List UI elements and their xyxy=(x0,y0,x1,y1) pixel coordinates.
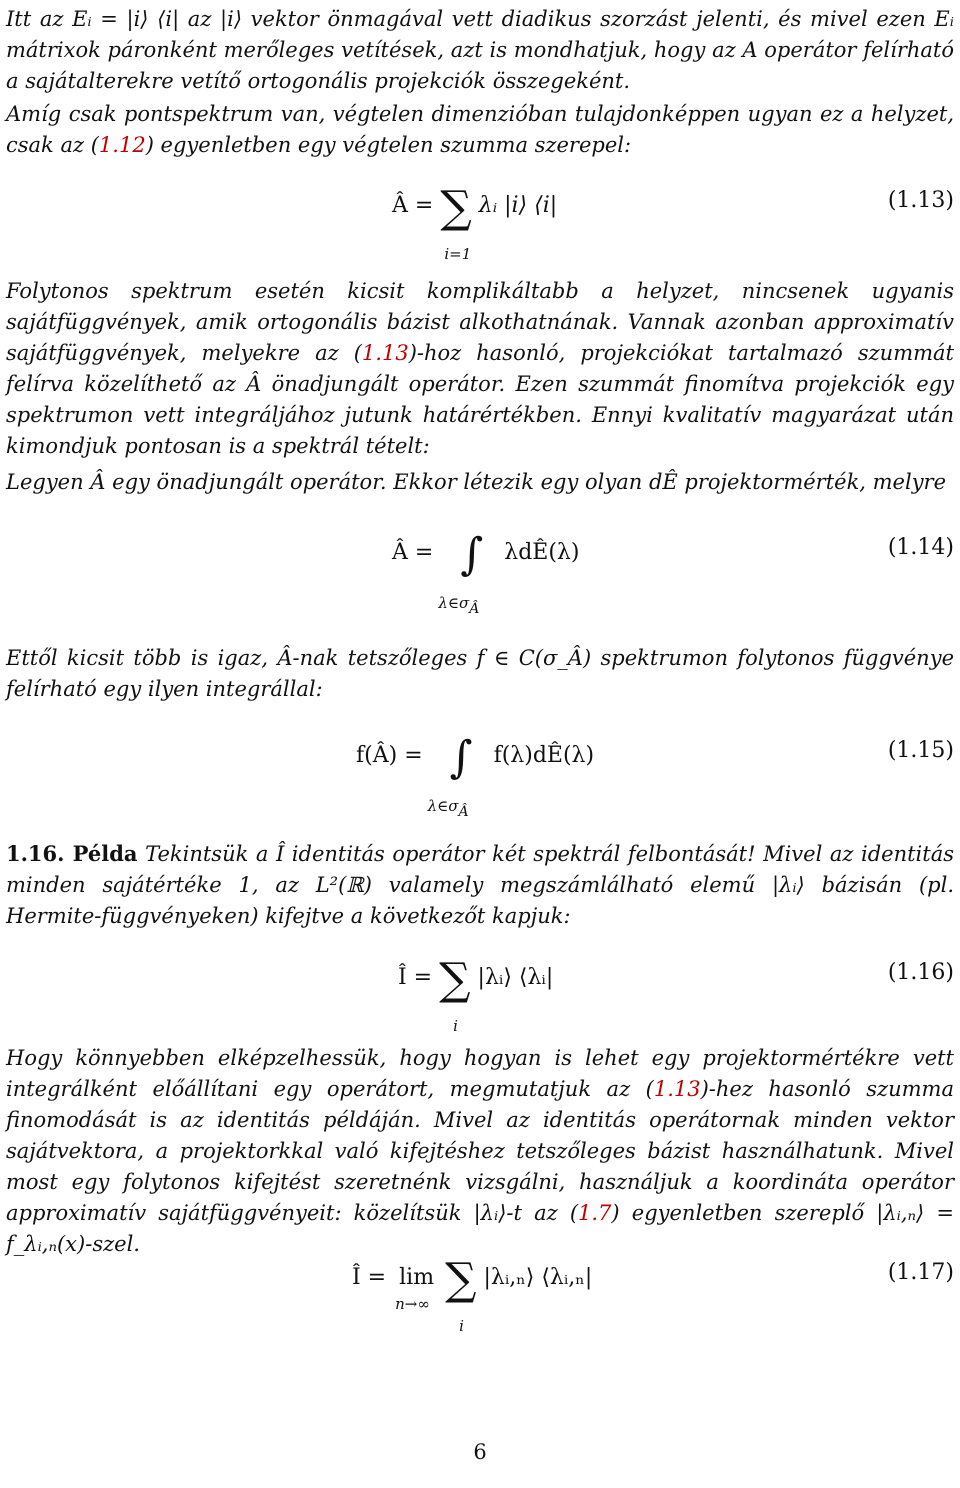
equation-1-16 xyxy=(0,954,960,1035)
example-label: 1.16. Példa xyxy=(6,841,138,866)
paragraph-function-calculus: Ettől kicsit több is igaz, Â-nak tetszőleges f ∈ C(σ_Â) spektrumon folytonos függvénye felírható egy ilyen integrállal: xyxy=(6,646,954,701)
limit-subscript: n→∞ xyxy=(395,1295,430,1313)
equation-reference-link[interactable]: 1.13 xyxy=(653,1077,701,1101)
sum-lower-limit: i=1 xyxy=(444,245,472,263)
equation-1-13 xyxy=(0,182,960,263)
equation-rhs: λdÊ(λ) xyxy=(504,540,580,565)
equation-1-17 xyxy=(0,1254,960,1335)
equation-lhs: Î = xyxy=(352,1265,387,1290)
integral-operator: ∫ λ∈σÂ xyxy=(450,736,473,780)
equation-rhs: f(λ)dÊ(λ) xyxy=(493,743,595,768)
equation-lhs: f(Â) = xyxy=(356,743,423,768)
paragraph-example-1-16: 1.16. Példa Tekintsük a Î identitás operátor két spektrál felbontását! Mivel az identitás minden sajátértéke 1, az L²(ℝ) valamely megszámlálható elemű |λᵢ⟩ bázisán (pl. Hermite-függvényeken) kifejtve a következőt kapjuk: xyxy=(6,841,955,928)
equation-reference-link[interactable]: 1.13 xyxy=(361,341,409,365)
equation-rhs: |λᵢ⟩ ⟨λᵢ| xyxy=(477,965,554,990)
paragraph-spectral-theorem: Legyen Â egy önadjungált operátor. Ekkor létezik egy olyan dÊ projektormérték, melyre xyxy=(6,470,947,494)
equation-lhs: Â = xyxy=(392,540,434,565)
equation-rhs: |λᵢ,ₙ⟩ ⟨λᵢ,ₙ| xyxy=(483,1265,593,1290)
sum-lower-limit: i xyxy=(459,1317,464,1335)
paragraph-projector-measure: Hogy könnyebben elképzelhessük, hogy hogyan is lehet egy projektormértékre vett integrálként előállítani egy operátort, megmutatjuk az (1.13)-hez hasonló szumma finomodását is az identitás példáján. Mivel az identitás operátornak minden vektor sajátvektora, a projektorkkal való kifejtéshez tetszőleges bázist használhatunk. Mivel most egy folytonos kifejtést szeretnénk vizsgálni, használjuk a koordináta operátor approximatív sajátfüggvényeit: közelítsük |λᵢ⟩-t az (1.7) egyenletben szereplő |λᵢ,ₙ⟩ = f_λᵢ,ₙ(x)-szel. xyxy=(6,1046,954,1256)
paragraph-continuous-spectrum: Folytonos spektrum esetén kicsit komplikáltabb a helyzet, nincsenek ugyanis sajátfüggvények, amik ortogonális bázist alkothatnának. Vannak azonban approximatív sajátfüggvények, melyekre az (1.13)-hoz hasonló, projekciókat tartalmazó szummát felírva közelíthető az Â önadjungált operátor. Ezen szummát finomítva projekciók egy spektrumon vett integráljához jutunk határértékben. Ennyi kvalitatív magyarázat után kimondjuk pontosan is a spektrál tételt: xyxy=(6,279,954,458)
equation-number: (1.13) xyxy=(887,188,954,213)
equation-1-15 xyxy=(0,732,960,820)
equation-number: (1.15) xyxy=(887,738,954,763)
equation-lhs: Î = xyxy=(398,965,433,990)
integral-operator: ∫ λ∈σÂ xyxy=(460,533,483,577)
equation-number: (1.17) xyxy=(887,1260,954,1285)
sum-lower-limit: i xyxy=(453,1017,458,1035)
equation-lhs: Â = xyxy=(392,193,434,218)
integral-lower-limit: λ∈σÂ xyxy=(427,797,469,820)
sum-operator: ∑ i=1 xyxy=(440,186,471,230)
equation-1-14 xyxy=(0,529,960,617)
sum-operator: ∑ i xyxy=(445,1258,476,1302)
equation-number: (1.14) xyxy=(887,535,954,560)
equation-reference-link[interactable]: 1.12 xyxy=(98,133,146,157)
paragraph-intro: Itt az Eᵢ = |i⟩ ⟨i| az |i⟩ vektor önmagával vett diadikus szorzást jelenti, és mivel ezen Eᵢ mátrixok páronként merőleges vetítések, azt is mondhatjuk, hogy az A operátor felírható a sajátalterekre vetítő ortogonális projekciók összegeként. xyxy=(6,7,954,93)
equation-number: (1.16) xyxy=(887,960,954,985)
equation-reference-link[interactable]: 1.7 xyxy=(578,1201,612,1225)
sum-operator: ∑ i xyxy=(439,958,470,1002)
limit-operator: lim n→∞ xyxy=(399,1263,434,1293)
equation-rhs: λᵢ |i⟩ ⟨i| xyxy=(478,193,558,218)
integral-lower-limit: λ∈σÂ xyxy=(438,594,480,617)
page-number: 6 xyxy=(473,1440,487,1464)
paragraph-point-spectrum: Amíg csak pontspektrum van, végtelen dimenzióban tulajdonképpen ugyan ez a helyzet, csak az (1.12) egyenletben egy végtelen szumma szerepel: xyxy=(6,102,954,157)
